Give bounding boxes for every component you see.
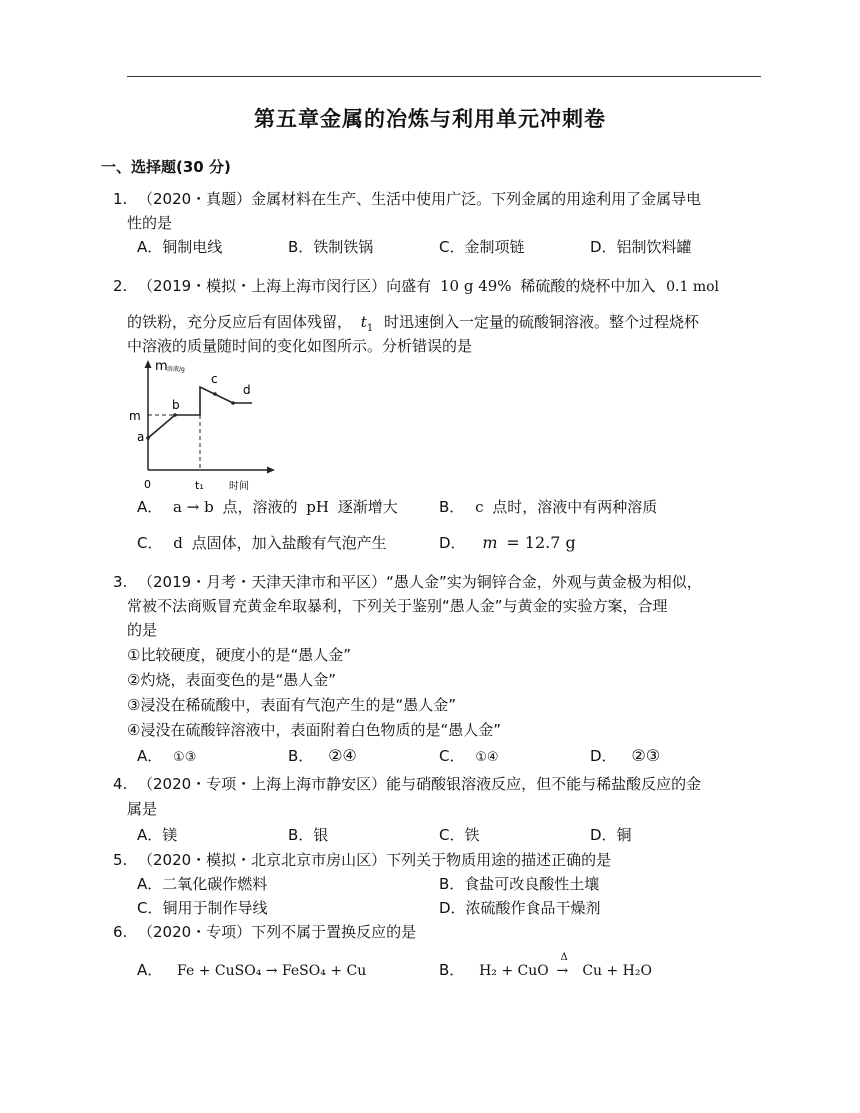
option-c[interactable] [439, 746, 499, 768]
option-label: D． [439, 534, 466, 552]
option-b[interactable]: B．食盐可改良酸性土壤 [439, 875, 600, 893]
option-c[interactable]: C．金制项链 [439, 238, 525, 256]
time-var: t [360, 313, 367, 331]
question-text-line: （2020・专项・上海上海市静安区）能与硝酸银溶液反应，但不能与稀盐酸反应的金 [138, 775, 702, 793]
question-text: 时迅速倒入一定量的硫酸铜溶液。整个过程烧杯 [383, 313, 699, 331]
option-value: ①③ [173, 750, 197, 765]
option-math: = 12.7 g [506, 533, 576, 552]
option-c[interactable]: C．铜用于制作导线 [137, 899, 268, 917]
m-tick-label: m [129, 409, 141, 423]
x-axis-label: 时间 [229, 481, 249, 492]
y-axis-arrow [145, 360, 152, 368]
option-a[interactable] [137, 960, 366, 981]
y-axis-unit: 溶液/g [167, 366, 185, 373]
option-b[interactable] [288, 746, 357, 766]
question-text-line [138, 276, 719, 297]
option-d[interactable] [590, 746, 660, 766]
option-a[interactable]: A．镁 [137, 826, 178, 844]
option-b[interactable]: B．铁制铁锅 [288, 238, 374, 256]
option-text: 点，溶液的 [222, 498, 298, 516]
option-math: m [482, 533, 498, 552]
option-a[interactable] [137, 497, 398, 517]
question-text: （2019・模拟・上海上海市闵行区）向盛有 [138, 277, 432, 295]
option-c[interactable] [137, 533, 387, 553]
y-axis-label: m [155, 359, 168, 374]
option-label: C． [137, 534, 163, 552]
option-b[interactable] [439, 497, 657, 517]
section-heading: 一、选择题(30 分) [101, 158, 231, 176]
question-text: 稀硫酸的烧杯中加入 [520, 277, 656, 295]
question-text-line: （2020・真题）金属材料在生产、生活中使用广泛。下列金属的用途利用了金属导电 [138, 190, 702, 208]
question-text-line [127, 312, 699, 339]
option-label: A． [137, 498, 163, 516]
question-number: 6. [113, 923, 128, 941]
point-b [173, 413, 177, 417]
option-text: 点固体，加入盐酸有气泡产生 [191, 534, 387, 552]
option-label: B． [439, 498, 465, 516]
ph-term [306, 498, 329, 516]
question-text-line: 的是 [127, 621, 158, 639]
header-rule [127, 76, 761, 77]
option-text: 逐渐增大 [337, 498, 398, 516]
page-title: 第五章金属的冶炼与利用单元冲刺卷 [254, 107, 606, 131]
point-d [231, 401, 235, 405]
equation-rhs: Cu + H₂O [582, 963, 652, 979]
heat-symbol: Δ [560, 952, 568, 963]
option-b[interactable]: B．银 [288, 826, 329, 844]
label-d: d [243, 383, 251, 397]
question-text-line: 中溶液的质量随时间的变化如图所示。分析错误的是 [127, 337, 473, 355]
option-math: a → b [173, 498, 214, 516]
option-a[interactable] [137, 746, 196, 768]
mass-time-graph [127, 357, 287, 492]
option-d[interactable] [439, 533, 576, 553]
statement-item: ①比较硬度，硬度小的是“愚人金” [127, 646, 351, 664]
question-number: 5. [113, 851, 128, 869]
question-text-line: （2020・专项）下列不属于置换反应的是 [138, 923, 417, 941]
time-sub: 1 [366, 323, 374, 334]
option-label: B． [439, 961, 465, 979]
question-number: 2. [113, 277, 128, 295]
label-b: b [172, 398, 180, 412]
option-a[interactable]: A．二氧化碳作燃料 [137, 875, 268, 893]
statement-item: ②灼烧，表面变色的是“愚人金” [127, 671, 336, 689]
option-d[interactable]: D．浓硫酸作食品干燥剂 [439, 899, 601, 917]
question-number: 4. [113, 775, 128, 793]
statement-item: ③浸没在稀硫酸中，表面有气泡产生的是“愚人金” [127, 696, 456, 714]
x-axis-arrow [267, 467, 275, 474]
question-text-line: 属是 [127, 800, 158, 818]
point-c [213, 392, 217, 396]
option-d[interactable]: D．铝制饮料罐 [590, 238, 692, 256]
equation-lhs: H₂ + CuO [479, 963, 549, 979]
option-math: d [173, 534, 183, 552]
t1-label: t₁ [195, 479, 204, 492]
quantity: 10 g 49% [439, 277, 512, 295]
arrow-icon: → [556, 963, 569, 979]
option-d[interactable]: D．铜 [590, 826, 632, 844]
question-text-line: （2019・月考・天津天津市和平区）“愚人金”实为铜锌合金，外观与黄金极为相似， [138, 573, 702, 591]
chemical-equation: Fe + CuSO₄ → FeSO₄ + Cu [177, 963, 367, 979]
point-a [146, 436, 150, 440]
option-label: C． [439, 747, 465, 765]
question-text-line: 性的是 [127, 214, 173, 232]
origin-label: 0 [144, 478, 151, 491]
label-c: c [211, 372, 218, 386]
question-text-line: 常被不法商贩冒充黄金牟取暴利，下列关于鉴别“愚人金”与黄金的实验方案，合理 [127, 597, 668, 615]
option-math: c [475, 498, 484, 516]
option-c[interactable]: C．铁 [439, 826, 480, 844]
option-label: A． [137, 747, 163, 765]
question-number: 1. [113, 190, 128, 208]
option-value: ①④ [475, 750, 499, 765]
ph-text: pH [306, 498, 329, 516]
option-label: D． [590, 747, 617, 765]
question-text: 的铁粉，充分反应后有固体残留， [127, 313, 353, 331]
question-text-line: （2020・模拟・北京北京市房山区）下列关于物质用途的描述正确的是 [138, 851, 612, 869]
option-a[interactable]: A．铜制电线 [137, 238, 223, 256]
heat-arrow [556, 952, 575, 981]
option-value: ②④ [328, 746, 357, 765]
option-label: A． [137, 961, 163, 979]
question-number: 3. [113, 573, 128, 591]
option-b[interactable] [439, 952, 652, 981]
quantity-mol: 0.1 mol [666, 279, 720, 295]
option-text: 点时，溶液中有两种溶质 [492, 498, 658, 516]
label-a: a [137, 430, 145, 444]
statement-item: ④浸没在硫酸锌溶液中，表面附着白色物质的是“愚人金” [127, 721, 501, 739]
option-label: B． [288, 747, 314, 765]
option-value: ②③ [631, 746, 661, 765]
